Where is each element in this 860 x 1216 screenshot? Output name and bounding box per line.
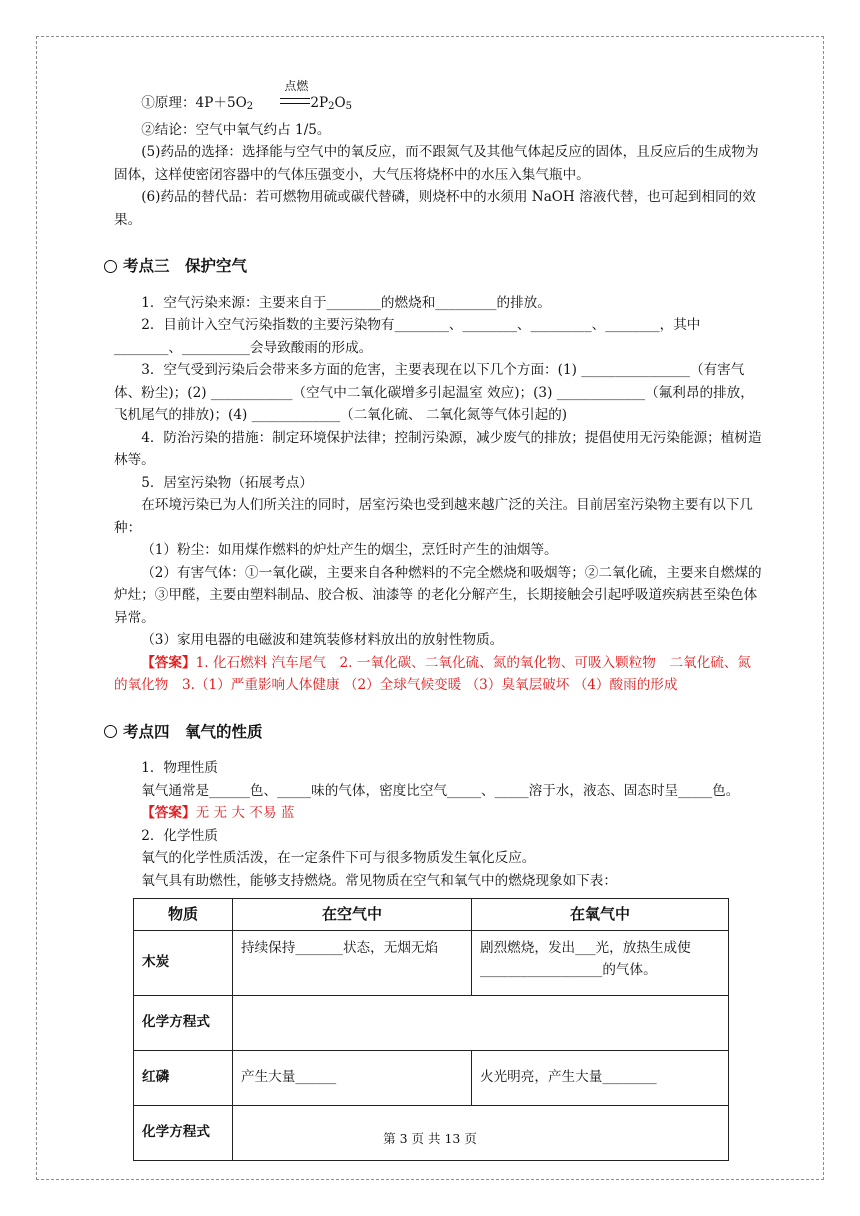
row-label: 红磷 bbox=[134, 1050, 233, 1105]
answer-tag: 【答案】 bbox=[141, 805, 196, 821]
row-label: 木炭 bbox=[134, 930, 233, 995]
section4-heading bbox=[104, 721, 762, 744]
answer-text: 1. 化石燃料 汽车尾气 2. 一氧化碳、二氧化硫、氮的氧化物、可吸入颗粒物 二氧化硫、氮的氧化物 3.（1）严重影响人体健康 （2）全球气候变暖 （3）臭氧层破坏 （4）酸雨的形成 bbox=[114, 654, 752, 693]
table-row bbox=[134, 930, 729, 995]
section3-heading bbox=[104, 255, 762, 278]
s3-q5: 5．居室污染物（拓展考点） bbox=[141, 474, 313, 491]
s3-q5-1: （1）粉尘：如用煤作燃料的炉灶产生的烟尘，烹饪时产生的油烟等。 bbox=[141, 542, 558, 558]
answer-tag: 【答案】 bbox=[141, 654, 196, 671]
section3-title: 考点三 保护空气 bbox=[123, 257, 248, 275]
s3-q5-3: （3）家用电器的电磁波和建筑装修材料放出的放射性物质。 bbox=[141, 632, 504, 648]
principle-line bbox=[114, 79, 762, 119]
table-row bbox=[134, 1050, 729, 1105]
s3-q1: 1．空气污染来源：主要来自于________的燃烧和_________的排放。 bbox=[141, 294, 551, 311]
table-header: 在氧气中 bbox=[472, 899, 729, 931]
circle-icon bbox=[104, 260, 117, 273]
s3-q3: 3．空气受到污染后会带来多方面的危害，主要表现在以下几个方面：(1) ________________（有害气体、粉尘)；(2) ____________（空气中二氧化碳增多引起温室 效应)；(3) _____________（氟利昂的排放，飞机尾气的排放)；(4) _____________（二氧化硫、 二氧化氮等气体引起的) bbox=[114, 362, 754, 423]
s3-q2: 2．目前计入空气污染指数的主要污染物有________、________、_________、________，其中________、__________会导致酸雨的形成。 bbox=[114, 317, 701, 356]
equation-blank-cell bbox=[233, 995, 729, 1050]
subscript: 2 bbox=[246, 101, 254, 112]
principle-reactants: ①原理：4P＋5O bbox=[141, 95, 247, 111]
table-header: 在空气中 bbox=[233, 899, 472, 931]
s4-answer bbox=[114, 802, 762, 825]
page-content bbox=[114, 79, 762, 1161]
section4-title: 考点四 氧气的性质 bbox=[123, 722, 263, 741]
combustion-table bbox=[133, 898, 729, 1161]
page-footer: 第 3 页 共 13 页 bbox=[383, 1131, 477, 1146]
reaction-arrow bbox=[253, 79, 310, 115]
table-cell: 持续保持_______状态，无烟无焰 bbox=[233, 930, 472, 995]
subscript: 5 bbox=[345, 101, 353, 112]
table-row bbox=[134, 995, 729, 1050]
table-header: 物质 bbox=[134, 899, 233, 931]
table-cell: 产生大量______ bbox=[233, 1050, 472, 1105]
subscript: 2 bbox=[328, 101, 335, 112]
principle-product: 2P bbox=[310, 95, 329, 111]
item-6: (6)药品的替代品：若可燃物用硫或碳代替磷，则烧杯中的水须用 NaOH 溶液代替，也可起到相同的效果。 bbox=[114, 189, 756, 228]
row-label: 化学方程式 bbox=[134, 995, 233, 1050]
table-header-row bbox=[134, 899, 729, 931]
s4-p2-text1: 氧气的化学性质活泼，在一定条件下可与很多物质发生氧化反应。 bbox=[141, 850, 536, 866]
s4-p1-title: 1．物理性质 bbox=[141, 760, 218, 776]
s3-answer bbox=[114, 652, 762, 697]
answer-text: 无 无 大 不易 蓝 bbox=[195, 805, 295, 821]
table-cell: 火光明亮，产生大量________ bbox=[472, 1050, 729, 1105]
s4-p2-text2: 氧气具有助燃性，能够支持燃烧。常见物质在空气和氧气中的燃烧现象如下表： bbox=[141, 872, 617, 889]
table-cell: 剧烈燃烧，发出___光，放热生成使__________________的气体。 bbox=[472, 930, 729, 995]
principle-product-o: O bbox=[334, 95, 346, 111]
s4-p1-text: 氧气通常是______色、_____味的气体，密度比空气_____、_____溶于水，液态、固态时呈_____色。 bbox=[141, 782, 740, 799]
s3-q5-intro: 在环境污染已为人们所关注的同时，居室污染也受到越来越广泛的关注。目前居室污染物主要有以下几种： bbox=[114, 497, 753, 536]
row-label: 化学方程式 bbox=[134, 1105, 233, 1160]
s3-q5-2: （2）有害气体：①一氧化碳，主要来自各种燃料的不完全燃烧和吸烟等；②二氧化硫，主要来自燃煤的炉灶；③甲醛，主要由塑料制品、胶合板、油漆等 的老化分解产生，长期接触会引起呼吸道疾病甚至染色体异常。 bbox=[114, 564, 762, 626]
reaction-condition: 点燃 bbox=[284, 79, 309, 93]
s3-q4: 4．防治污染的措施：制定环境保护法律；控制污染源，减少废气的排放；提倡使用无污染能源；植树造林等。 bbox=[114, 429, 762, 468]
s4-p2-title: 2．化学性质 bbox=[141, 827, 218, 844]
circle-icon bbox=[104, 725, 117, 738]
item-5: (5)药品的选择：选择能与空气中的氧反应，而不跟氮气及其他气体起反应的固体，且反应后的生成物为固体，这样使密闭容器中的气体压强变小，大气压将烧杯中的水压入集气瓶中。 bbox=[114, 144, 759, 183]
conclusion: ②结论：空气中氧气约占 1/5。 bbox=[141, 121, 331, 138]
